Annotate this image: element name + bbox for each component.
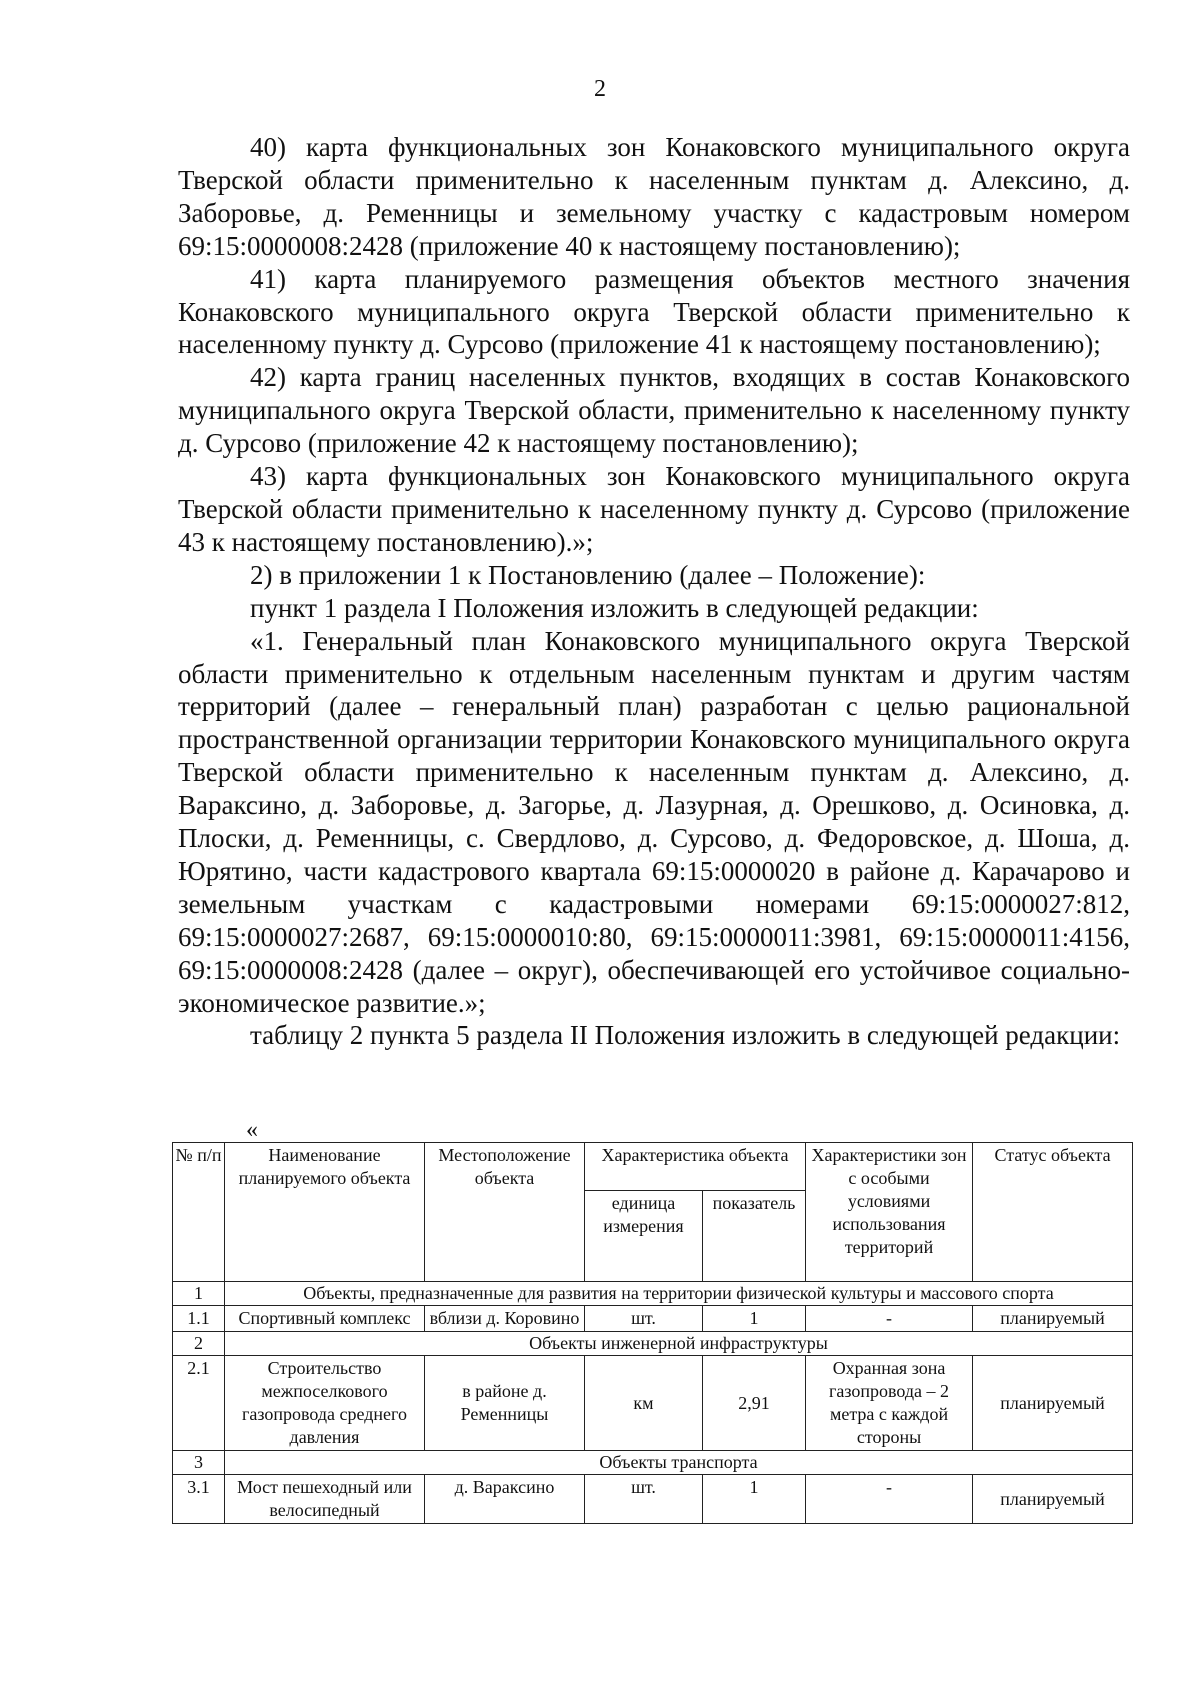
paragraph-section-1-instruction: пункт 1 раздела I Положения изложить в следующей редакции: (250, 592, 979, 623)
row-value: 1 (703, 1306, 806, 1332)
row-location: в районе д. Ременницы (425, 1356, 585, 1451)
header-location: Местоположение объекта (425, 1143, 585, 1282)
row-object-name: Мост пешеходный или велосипедный (225, 1475, 425, 1524)
row-zones: - (806, 1475, 973, 1524)
table-section-row (173, 1332, 1133, 1356)
row-unit: шт. (585, 1475, 703, 1524)
section-number: 3 (173, 1451, 225, 1475)
document-body (178, 131, 1130, 1052)
paragraph-general-plan-quote: «1. Генеральный план Конаковского муниципального округа Тверской области применительно к отдельным населенным пунктам и другим частям территорий (далее – генеральный план) разработан с целью рациональной пространственной организации территории Конаковского муниципального округа Тверской области применительно к населенным пунктам д. Алексино, д. Вараксино, д. Заборовье, д. Загорье, д. Лазурная, д. Орешково, д. Осиновка, д. Плоски, д. Ременницы, с. Свердлово, д. Сурсово, д. Федоровское, д. Шоша, д. Юрятино, части кадастрового квартала 69:15:0000020 в районе д. Карачарово и земельным участкам с кадастровыми номерами 69:15:0000027:812, 69:15:0000027:2687, 69:15:0000010:80, 69:15:0000011:3981, 69:15:0000011:4156, 69:15:0000008:2428 (далее – округ), обеспечивающей его устойчивое социально-экономическое развитие.»; (178, 625, 1130, 1018)
row-zones: - (806, 1306, 973, 1332)
table-section-row (173, 1282, 1133, 1306)
header-value: показатель (703, 1191, 806, 1282)
row-unit: шт. (585, 1306, 703, 1332)
row-number: 3.1 (173, 1475, 225, 1524)
row-value: 2,91 (703, 1356, 806, 1451)
table-row (173, 1306, 1133, 1332)
row-object-name: Строительство межпоселкового газопровода среднего давления (225, 1356, 425, 1451)
section-title: Объекты, предназначенные для развития на территории физической культуры и массового спорта (225, 1282, 1133, 1306)
header-characteristics: Характеристика объекта (585, 1143, 806, 1191)
row-status: планируемый (973, 1475, 1133, 1524)
header-object-name: Наименование планируемого объекта (225, 1143, 425, 1282)
header-unit: единица измерения (585, 1191, 703, 1282)
table-header-row (173, 1143, 1133, 1191)
page-number: 2 (594, 76, 606, 102)
row-zones: Охранная зона газопровода – 2 метра с каждой стороны (806, 1356, 973, 1451)
paragraph-amendment-2: 2) в приложении 1 к Постановлению (далее – Положение): (250, 559, 926, 590)
opening-quote-mark: « (246, 1117, 258, 1143)
paragraph-table-2-instruction: таблицу 2 пункта 5 раздела II Положения изложить в следующей редакции: (250, 1020, 1121, 1051)
row-unit: км (585, 1356, 703, 1451)
table-row (173, 1356, 1133, 1451)
row-location: вблизи д. Коровино (425, 1306, 585, 1332)
paragraph-item-41: 41) карта планируемого размещения объектов местного значения Конаковского муниципального округа Тверской области применительно к населенному пункту д. Сурсово (приложение 41 к настоящему постановлению); (178, 263, 1130, 360)
row-value: 1 (703, 1475, 806, 1524)
section-title: Объекты инженерной инфраструктуры (225, 1332, 1133, 1356)
section-number: 1 (173, 1282, 225, 1306)
header-zones: Характеристики зон с особыми условиями использования территорий (806, 1143, 973, 1282)
row-status: планируемый (973, 1306, 1133, 1332)
row-status: планируемый (973, 1356, 1133, 1451)
row-number: 1.1 (173, 1306, 225, 1332)
header-number: № п/п (173, 1143, 225, 1282)
row-number: 2.1 (173, 1356, 225, 1451)
row-location: д. Вараксино (425, 1475, 585, 1524)
paragraph-item-40: 40) карта функциональных зон Конаковского муниципального округа Тверской области применительно к населенным пунктам д. Алексино, д. Заборовье, д. Ременницы и земельному участку с кадастровым номером 69:15:0000008:2428 (приложение 40 к настоящему постановлению); (178, 132, 1130, 261)
paragraph-item-43: 43) карта функциональных зон Конаковского муниципального округа Тверской области применительно к населенному пункту д. Сурсово (приложение 43 к настоящему постановлению).»; (178, 461, 1130, 557)
planned-objects-table (172, 1142, 1133, 1524)
table-row (173, 1475, 1133, 1524)
paragraph-item-42: 42) карта границ населенных пунктов, входящих в состав Конаковского муниципального округа Тверской области, применительно к населенному пункту д. Сурсово (приложение 42 к настоящему постановлению); (178, 362, 1130, 459)
section-number: 2 (173, 1332, 225, 1356)
section-title: Объекты транспорта (225, 1451, 1133, 1475)
table-section-row (173, 1451, 1133, 1475)
header-status: Статус объекта (973, 1143, 1133, 1282)
row-object-name: Спортивный комплекс (225, 1306, 425, 1332)
